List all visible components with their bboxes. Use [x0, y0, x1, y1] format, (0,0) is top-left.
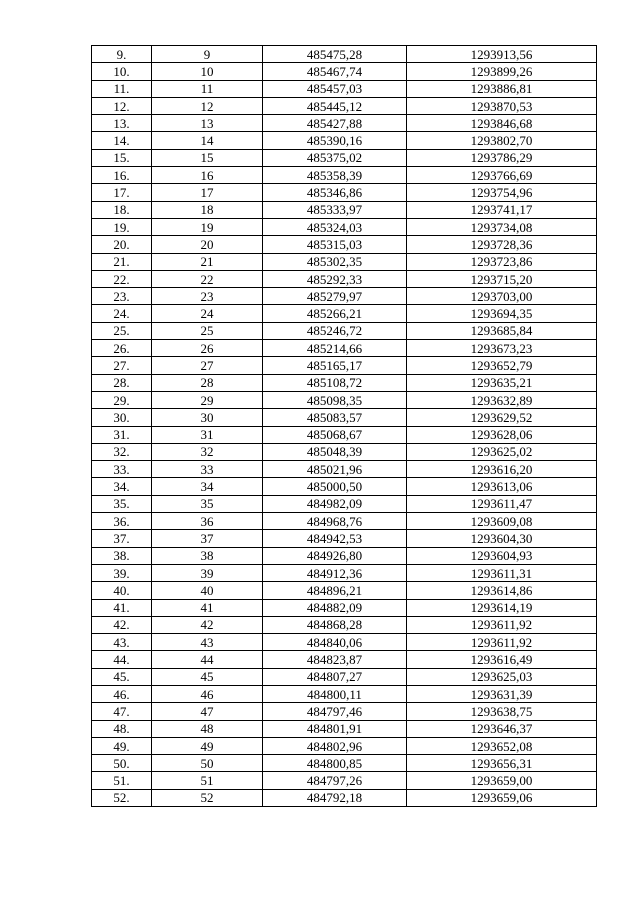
point-number-cell: 41 — [152, 599, 263, 616]
table-row — [92, 46, 597, 63]
y-coordinate-cell: 1293616,20 — [407, 461, 597, 478]
row-number-cell: 13. — [92, 115, 152, 132]
y-coordinate-cell: 1293659,06 — [407, 789, 597, 806]
y-coordinate-cell: 1293659,00 — [407, 772, 597, 789]
row-number-cell: 17. — [92, 184, 152, 201]
y-coordinate-cell: 1293625,03 — [407, 668, 597, 685]
x-coordinate-cell: 485083,57 — [263, 409, 407, 426]
row-number-cell: 12. — [92, 97, 152, 114]
row-number-cell: 14. — [92, 132, 152, 149]
row-number-cell: 27. — [92, 357, 152, 374]
row-number-cell: 24. — [92, 305, 152, 322]
point-number-cell: 9 — [152, 46, 263, 63]
table-row — [92, 564, 597, 581]
x-coordinate-cell: 485375,02 — [263, 149, 407, 166]
point-number-cell: 13 — [152, 115, 263, 132]
point-number-cell: 43 — [152, 634, 263, 651]
table-row — [92, 97, 597, 114]
y-coordinate-cell: 1293766,69 — [407, 167, 597, 184]
table-row — [92, 63, 597, 80]
table-row — [92, 582, 597, 599]
point-number-cell: 33 — [152, 461, 263, 478]
point-number-cell: 17 — [152, 184, 263, 201]
table-row — [92, 547, 597, 564]
row-number-cell: 32. — [92, 443, 152, 460]
row-number-cell: 31. — [92, 426, 152, 443]
x-coordinate-cell: 485000,50 — [263, 478, 407, 495]
row-number-cell: 39. — [92, 564, 152, 581]
point-number-cell: 42 — [152, 616, 263, 633]
table-row — [92, 755, 597, 772]
table-row — [92, 634, 597, 651]
point-number-cell: 30 — [152, 409, 263, 426]
point-number-cell: 52 — [152, 789, 263, 806]
row-number-cell: 48. — [92, 720, 152, 737]
table-row — [92, 426, 597, 443]
y-coordinate-cell: 1293741,17 — [407, 201, 597, 218]
row-number-cell: 51. — [92, 772, 152, 789]
y-coordinate-cell: 1293604,93 — [407, 547, 597, 564]
table-row — [92, 651, 597, 668]
point-number-cell: 15 — [152, 149, 263, 166]
y-coordinate-cell: 1293611,31 — [407, 564, 597, 581]
point-number-cell: 11 — [152, 80, 263, 97]
y-coordinate-cell: 1293611,92 — [407, 616, 597, 633]
table-row — [92, 288, 597, 305]
row-number-cell: 28. — [92, 374, 152, 391]
y-coordinate-cell: 1293629,52 — [407, 409, 597, 426]
y-coordinate-cell: 1293734,08 — [407, 218, 597, 235]
point-number-cell: 27 — [152, 357, 263, 374]
x-coordinate-cell: 484801,91 — [263, 720, 407, 737]
x-coordinate-cell: 484807,27 — [263, 668, 407, 685]
row-number-cell: 20. — [92, 236, 152, 253]
y-coordinate-cell: 1293611,92 — [407, 634, 597, 651]
x-coordinate-cell: 484942,53 — [263, 530, 407, 547]
table-row — [92, 495, 597, 512]
y-coordinate-cell: 1293728,36 — [407, 236, 597, 253]
point-number-cell: 31 — [152, 426, 263, 443]
point-number-cell: 46 — [152, 685, 263, 702]
point-number-cell: 25 — [152, 322, 263, 339]
x-coordinate-cell: 484823,87 — [263, 651, 407, 668]
y-coordinate-cell: 1293656,31 — [407, 755, 597, 772]
point-number-cell: 48 — [152, 720, 263, 737]
point-number-cell: 14 — [152, 132, 263, 149]
point-number-cell: 35 — [152, 495, 263, 512]
point-number-cell: 19 — [152, 218, 263, 235]
row-number-cell: 37. — [92, 530, 152, 547]
table-row — [92, 236, 597, 253]
x-coordinate-cell: 485165,17 — [263, 357, 407, 374]
x-coordinate-cell: 485324,03 — [263, 218, 407, 235]
point-number-cell: 34 — [152, 478, 263, 495]
x-coordinate-cell: 485427,88 — [263, 115, 407, 132]
point-number-cell: 36 — [152, 513, 263, 530]
x-coordinate-cell: 485108,72 — [263, 374, 407, 391]
y-coordinate-cell: 1293638,75 — [407, 703, 597, 720]
row-number-cell: 47. — [92, 703, 152, 720]
row-number-cell: 30. — [92, 409, 152, 426]
x-coordinate-cell: 485048,39 — [263, 443, 407, 460]
point-number-cell: 39 — [152, 564, 263, 581]
row-number-cell: 26. — [92, 340, 152, 357]
row-number-cell: 9. — [92, 46, 152, 63]
x-coordinate-cell: 484840,06 — [263, 634, 407, 651]
point-number-cell: 18 — [152, 201, 263, 218]
row-number-cell: 29. — [92, 391, 152, 408]
row-number-cell: 52. — [92, 789, 152, 806]
y-coordinate-cell: 1293611,47 — [407, 495, 597, 512]
row-number-cell: 15. — [92, 149, 152, 166]
x-coordinate-cell: 485390,16 — [263, 132, 407, 149]
table-row — [92, 305, 597, 322]
point-number-cell: 28 — [152, 374, 263, 391]
point-number-cell: 51 — [152, 772, 263, 789]
point-number-cell: 45 — [152, 668, 263, 685]
row-number-cell: 40. — [92, 582, 152, 599]
x-coordinate-cell: 485333,97 — [263, 201, 407, 218]
table-row — [92, 703, 597, 720]
row-number-cell: 10. — [92, 63, 152, 80]
y-coordinate-cell: 1293723,86 — [407, 253, 597, 270]
y-coordinate-cell: 1293614,19 — [407, 599, 597, 616]
table-row — [92, 409, 597, 426]
row-number-cell: 50. — [92, 755, 152, 772]
y-coordinate-cell: 1293632,89 — [407, 391, 597, 408]
y-coordinate-cell: 1293613,06 — [407, 478, 597, 495]
table-row — [92, 184, 597, 201]
y-coordinate-cell: 1293886,81 — [407, 80, 597, 97]
table-row — [92, 201, 597, 218]
point-number-cell: 37 — [152, 530, 263, 547]
row-number-cell: 45. — [92, 668, 152, 685]
point-number-cell: 24 — [152, 305, 263, 322]
y-coordinate-cell: 1293625,02 — [407, 443, 597, 460]
x-coordinate-cell: 485098,35 — [263, 391, 407, 408]
x-coordinate-cell: 484896,21 — [263, 582, 407, 599]
x-coordinate-cell: 484982,09 — [263, 495, 407, 512]
table-row — [92, 270, 597, 287]
y-coordinate-cell: 1293614,86 — [407, 582, 597, 599]
y-coordinate-cell: 1293846,68 — [407, 115, 597, 132]
table-row — [92, 218, 597, 235]
y-coordinate-cell: 1293652,08 — [407, 737, 597, 754]
x-coordinate-cell: 485445,12 — [263, 97, 407, 114]
x-coordinate-cell: 484882,09 — [263, 599, 407, 616]
row-number-cell: 18. — [92, 201, 152, 218]
x-coordinate-cell: 485068,67 — [263, 426, 407, 443]
row-number-cell: 25. — [92, 322, 152, 339]
table-row — [92, 720, 597, 737]
point-number-cell: 10 — [152, 63, 263, 80]
table-row — [92, 772, 597, 789]
table-row — [92, 478, 597, 495]
table-row — [92, 374, 597, 391]
x-coordinate-cell: 485292,33 — [263, 270, 407, 287]
x-coordinate-cell: 484797,46 — [263, 703, 407, 720]
row-number-cell: 22. — [92, 270, 152, 287]
point-number-cell: 29 — [152, 391, 263, 408]
table-row — [92, 132, 597, 149]
row-number-cell: 38. — [92, 547, 152, 564]
row-number-cell: 46. — [92, 685, 152, 702]
coordinates-table — [91, 45, 597, 807]
point-number-cell: 20 — [152, 236, 263, 253]
x-coordinate-cell: 484802,96 — [263, 737, 407, 754]
x-coordinate-cell: 484912,36 — [263, 564, 407, 581]
point-number-cell: 49 — [152, 737, 263, 754]
y-coordinate-cell: 1293631,39 — [407, 685, 597, 702]
point-number-cell: 21 — [152, 253, 263, 270]
y-coordinate-cell: 1293685,84 — [407, 322, 597, 339]
x-coordinate-cell: 485457,03 — [263, 80, 407, 97]
table-row — [92, 737, 597, 754]
x-coordinate-cell: 485358,39 — [263, 167, 407, 184]
y-coordinate-cell: 1293628,06 — [407, 426, 597, 443]
y-coordinate-cell: 1293652,79 — [407, 357, 597, 374]
y-coordinate-cell: 1293694,35 — [407, 305, 597, 322]
x-coordinate-cell: 485346,86 — [263, 184, 407, 201]
y-coordinate-cell: 1293616,49 — [407, 651, 597, 668]
point-number-cell: 40 — [152, 582, 263, 599]
table-row — [92, 340, 597, 357]
x-coordinate-cell: 484792,18 — [263, 789, 407, 806]
table-row — [92, 530, 597, 547]
x-coordinate-cell: 485214,66 — [263, 340, 407, 357]
y-coordinate-cell: 1293786,29 — [407, 149, 597, 166]
coordinates-table-body — [92, 46, 597, 807]
row-number-cell: 49. — [92, 737, 152, 754]
table-row — [92, 322, 597, 339]
point-number-cell: 32 — [152, 443, 263, 460]
table-row — [92, 391, 597, 408]
row-number-cell: 33. — [92, 461, 152, 478]
point-number-cell: 12 — [152, 97, 263, 114]
row-number-cell: 19. — [92, 218, 152, 235]
y-coordinate-cell: 1293609,08 — [407, 513, 597, 530]
x-coordinate-cell: 485467,74 — [263, 63, 407, 80]
y-coordinate-cell: 1293802,70 — [407, 132, 597, 149]
y-coordinate-cell: 1293899,26 — [407, 63, 597, 80]
row-number-cell: 11. — [92, 80, 152, 97]
y-coordinate-cell: 1293754,96 — [407, 184, 597, 201]
row-number-cell: 35. — [92, 495, 152, 512]
y-coordinate-cell: 1293715,20 — [407, 270, 597, 287]
x-coordinate-cell: 485266,21 — [263, 305, 407, 322]
point-number-cell: 50 — [152, 755, 263, 772]
table-row — [92, 616, 597, 633]
point-number-cell: 16 — [152, 167, 263, 184]
row-number-cell: 41. — [92, 599, 152, 616]
table-row — [92, 685, 597, 702]
table-row — [92, 149, 597, 166]
row-number-cell: 36. — [92, 513, 152, 530]
y-coordinate-cell: 1293604,30 — [407, 530, 597, 547]
y-coordinate-cell: 1293673,23 — [407, 340, 597, 357]
x-coordinate-cell: 484797,26 — [263, 772, 407, 789]
table-row — [92, 357, 597, 374]
x-coordinate-cell: 485246,72 — [263, 322, 407, 339]
row-number-cell: 23. — [92, 288, 152, 305]
x-coordinate-cell: 484800,11 — [263, 685, 407, 702]
table-row — [92, 461, 597, 478]
row-number-cell: 16. — [92, 167, 152, 184]
table-row — [92, 599, 597, 616]
x-coordinate-cell: 484926,80 — [263, 547, 407, 564]
x-coordinate-cell: 485302,35 — [263, 253, 407, 270]
point-number-cell: 26 — [152, 340, 263, 357]
table-row — [92, 513, 597, 530]
table-row — [92, 253, 597, 270]
x-coordinate-cell: 485315,03 — [263, 236, 407, 253]
row-number-cell: 21. — [92, 253, 152, 270]
point-number-cell: 47 — [152, 703, 263, 720]
table-row — [92, 115, 597, 132]
point-number-cell: 23 — [152, 288, 263, 305]
point-number-cell: 22 — [152, 270, 263, 287]
y-coordinate-cell: 1293913,56 — [407, 46, 597, 63]
y-coordinate-cell: 1293703,00 — [407, 288, 597, 305]
x-coordinate-cell: 484800,85 — [263, 755, 407, 772]
table-row — [92, 443, 597, 460]
y-coordinate-cell: 1293635,21 — [407, 374, 597, 391]
x-coordinate-cell: 485021,96 — [263, 461, 407, 478]
table-row — [92, 668, 597, 685]
row-number-cell: 44. — [92, 651, 152, 668]
y-coordinate-cell: 1293870,53 — [407, 97, 597, 114]
x-coordinate-cell: 485475,28 — [263, 46, 407, 63]
row-number-cell: 34. — [92, 478, 152, 495]
y-coordinate-cell: 1293646,37 — [407, 720, 597, 737]
point-number-cell: 44 — [152, 651, 263, 668]
row-number-cell: 43. — [92, 634, 152, 651]
point-number-cell: 38 — [152, 547, 263, 564]
table-row — [92, 789, 597, 806]
row-number-cell: 42. — [92, 616, 152, 633]
x-coordinate-cell: 484868,28 — [263, 616, 407, 633]
x-coordinate-cell: 485279,97 — [263, 288, 407, 305]
table-row — [92, 167, 597, 184]
x-coordinate-cell: 484968,76 — [263, 513, 407, 530]
table-row — [92, 80, 597, 97]
